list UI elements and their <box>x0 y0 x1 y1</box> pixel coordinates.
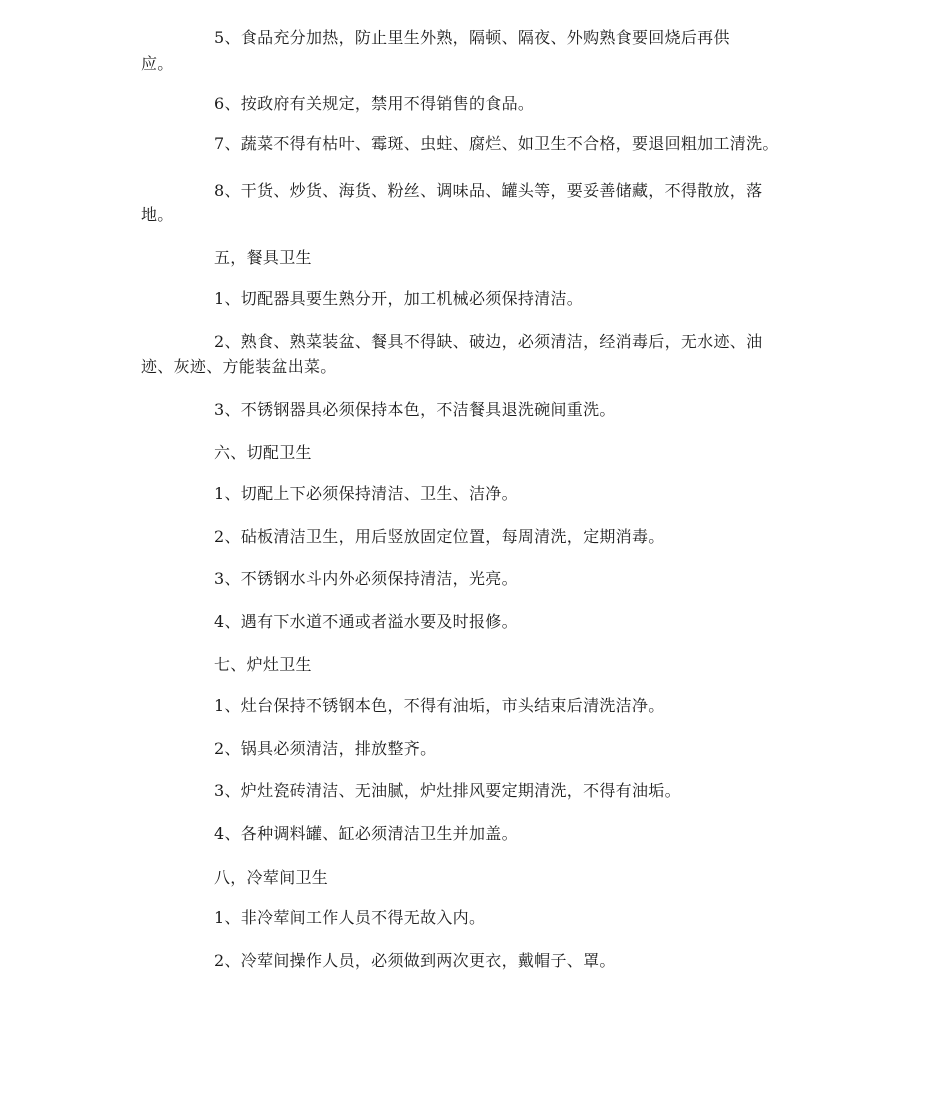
paragraph-line: 3、不锈钢水斗内外必须保持清洁，光亮。 <box>214 569 518 588</box>
paragraph-line: 迹、灰迹、方能装盆出菜。 <box>141 357 337 376</box>
section-heading: 五，餐具卫生 <box>214 248 312 267</box>
paragraph-line: 3、炉灶瓷砖清洁、无油腻，炉灶排风要定期清洗，不得有油垢。 <box>214 781 681 800</box>
paragraph-line: 地。 <box>141 205 174 224</box>
paragraph-line: 4、遇有下水道不通或者溢水要及时报修。 <box>214 612 518 631</box>
paragraph-line: 8、干货、炒货、海货、粉丝、调味品、罐头等，要妥善储藏，不得散放，落 <box>214 181 763 200</box>
paragraph-line: 5、食品充分加热，防止里生外熟，隔顿、隔夜、外购熟食要回烧后再供 <box>214 28 730 47</box>
paragraph-line: 2、冷荤间操作人员，必须做到两次更衣，戴帽子、罩。 <box>214 951 616 970</box>
paragraph-line: 3、不锈钢器具必须保持本色，不洁餐具退洗碗间重洗。 <box>214 400 616 419</box>
paragraph-line: 1、切配上下必须保持清洁、卫生、洁净。 <box>214 484 518 503</box>
paragraph-line: 6、按政府有关规定，禁用不得销售的食品。 <box>214 94 535 113</box>
section-heading: 七、炉灶卫生 <box>214 655 312 674</box>
section-heading: 八，冷荤间卫生 <box>214 868 329 887</box>
paragraph-line: 应。 <box>141 54 174 73</box>
paragraph-line: 4、各种调料罐、缸必须清洁卫生并加盖。 <box>214 824 518 843</box>
paragraph-line: 1、非冷荤间工作人员不得无故入内。 <box>214 908 486 927</box>
section-heading: 六、切配卫生 <box>214 443 312 462</box>
paragraph-line: 2、熟食、熟菜装盆、餐具不得缺、破边，必须清洁，经消毒后，无水迹、油 <box>214 332 763 351</box>
paragraph-line: 1、切配器具要生熟分开，加工机械必须保持清洁。 <box>214 289 584 308</box>
paragraph-line: 2、砧板清洁卫生，用后竖放固定位置，每周清洗，定期消毒。 <box>214 527 665 546</box>
paragraph-line: 1、灶台保持不锈钢本色，不得有油垢，市头结束后清洗洁净。 <box>214 696 665 715</box>
paragraph-line: 2、锅具必须清洁，排放整齐。 <box>214 739 437 758</box>
paragraph-line: 7、蔬菜不得有枯叶、霉斑、虫蛀、腐烂、如卫生不合格，要退回粗加工清洗。 <box>214 134 779 153</box>
